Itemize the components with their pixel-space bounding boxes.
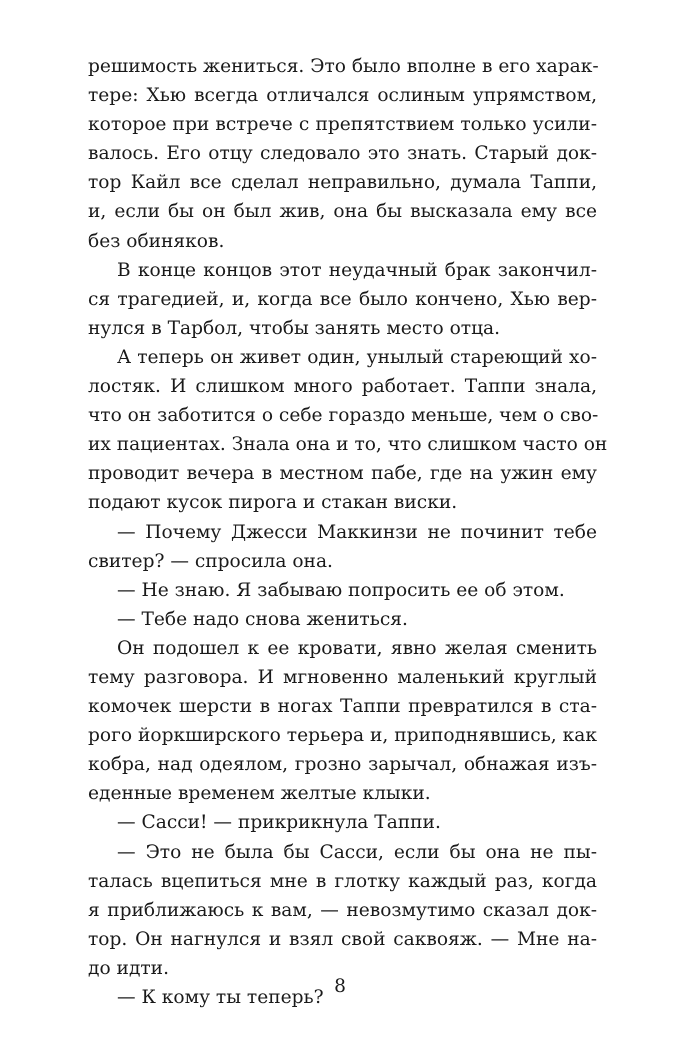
text-line: комочек шерсти в ногах Таппи превратился в ста- (88, 696, 597, 718)
paragraph (88, 808, 597, 837)
text-line: проводит вечера в местном пабе, где на ужин ему (88, 463, 597, 485)
text-line: — Почему Джесси Маккинзи не починит тебе (117, 521, 597, 543)
text-line: что он заботится о себе гораздо меньше, чем о сво- (88, 405, 599, 427)
text-line: талась вцепиться мне в глотку каждый раз, когда (88, 870, 597, 892)
text-line: — К кому ты теперь? (117, 987, 324, 1008)
text-line: тере: Хью всегда отличался ослиным упрямством, (88, 85, 597, 107)
text-line: — Сасси! — прикрикнула Таппи. (117, 812, 441, 834)
text-line: — Тебе надо снова жениться. (117, 608, 408, 630)
text-line: подают кусок пирога и стакан виски. (88, 492, 458, 514)
text-line: решимость жениться. Это было вполне в его харак- (88, 56, 599, 77)
paragraph (88, 634, 597, 809)
text-line: Он подошел к ее кровати, явно желая сменить (117, 637, 597, 659)
text-line: тор Кайл все сделал неправильно, думала Таппи, (88, 172, 597, 194)
paragraph (88, 256, 597, 343)
text-line: еденные временем желтые клыки. (88, 783, 431, 805)
text-line: рого йоркширского терьера и, приподнявшись, как (88, 725, 597, 747)
paragraph (88, 838, 597, 983)
text-line: — Не знаю. Я забываю попросить ее об этом. (117, 579, 565, 601)
text-line: я приближаюсь к вам, — невозмутимо сказал док- (88, 899, 597, 921)
text-line: тему разговора. И мгновенно маленький круглый (88, 666, 597, 688)
text-line: А теперь он живет один, унылый стареющий хо- (117, 346, 597, 368)
text-line: лостяк. И слишком много работает. Таппи знала, (88, 376, 597, 398)
paragraph (88, 605, 597, 634)
page-number: 8 (334, 976, 346, 997)
text-line: до идти. (88, 957, 169, 979)
text-line: нулся в Тарбол, чтобы занять место отца. (88, 317, 501, 339)
text-line: кобра, над одеялом, грозно зарычал, обнажая изъ- (88, 754, 597, 776)
text-line: свитер? — спросила она. (88, 550, 333, 572)
text-line: тор. Он нагнулся и взял свой саквояж. — Мне на- (88, 928, 597, 950)
text-line: В конце концов этот неудачный брак закончил- (117, 259, 597, 281)
text-line: и, если бы он был жив, она бы высказала ему все (88, 201, 597, 223)
book-page-text (88, 52, 608, 1012)
text-line: без обиняков. (88, 230, 225, 252)
text-line: валось. Его отцу следовало это знать. Старый док- (88, 143, 597, 165)
paragraph (88, 518, 597, 576)
text-line: которое при встрече с препятствием только усили- (88, 114, 597, 136)
paragraph (88, 52, 597, 256)
paragraph (88, 576, 597, 605)
text-line: ся трагедией, и, когда все было кончено, Хью вер- (88, 288, 597, 310)
text-line: — Это не была бы Сасси, если бы она не пы- (117, 841, 597, 863)
text-line: их пациентах. Знала она и то, что слишком часто он (88, 434, 608, 456)
paragraph (88, 343, 608, 518)
